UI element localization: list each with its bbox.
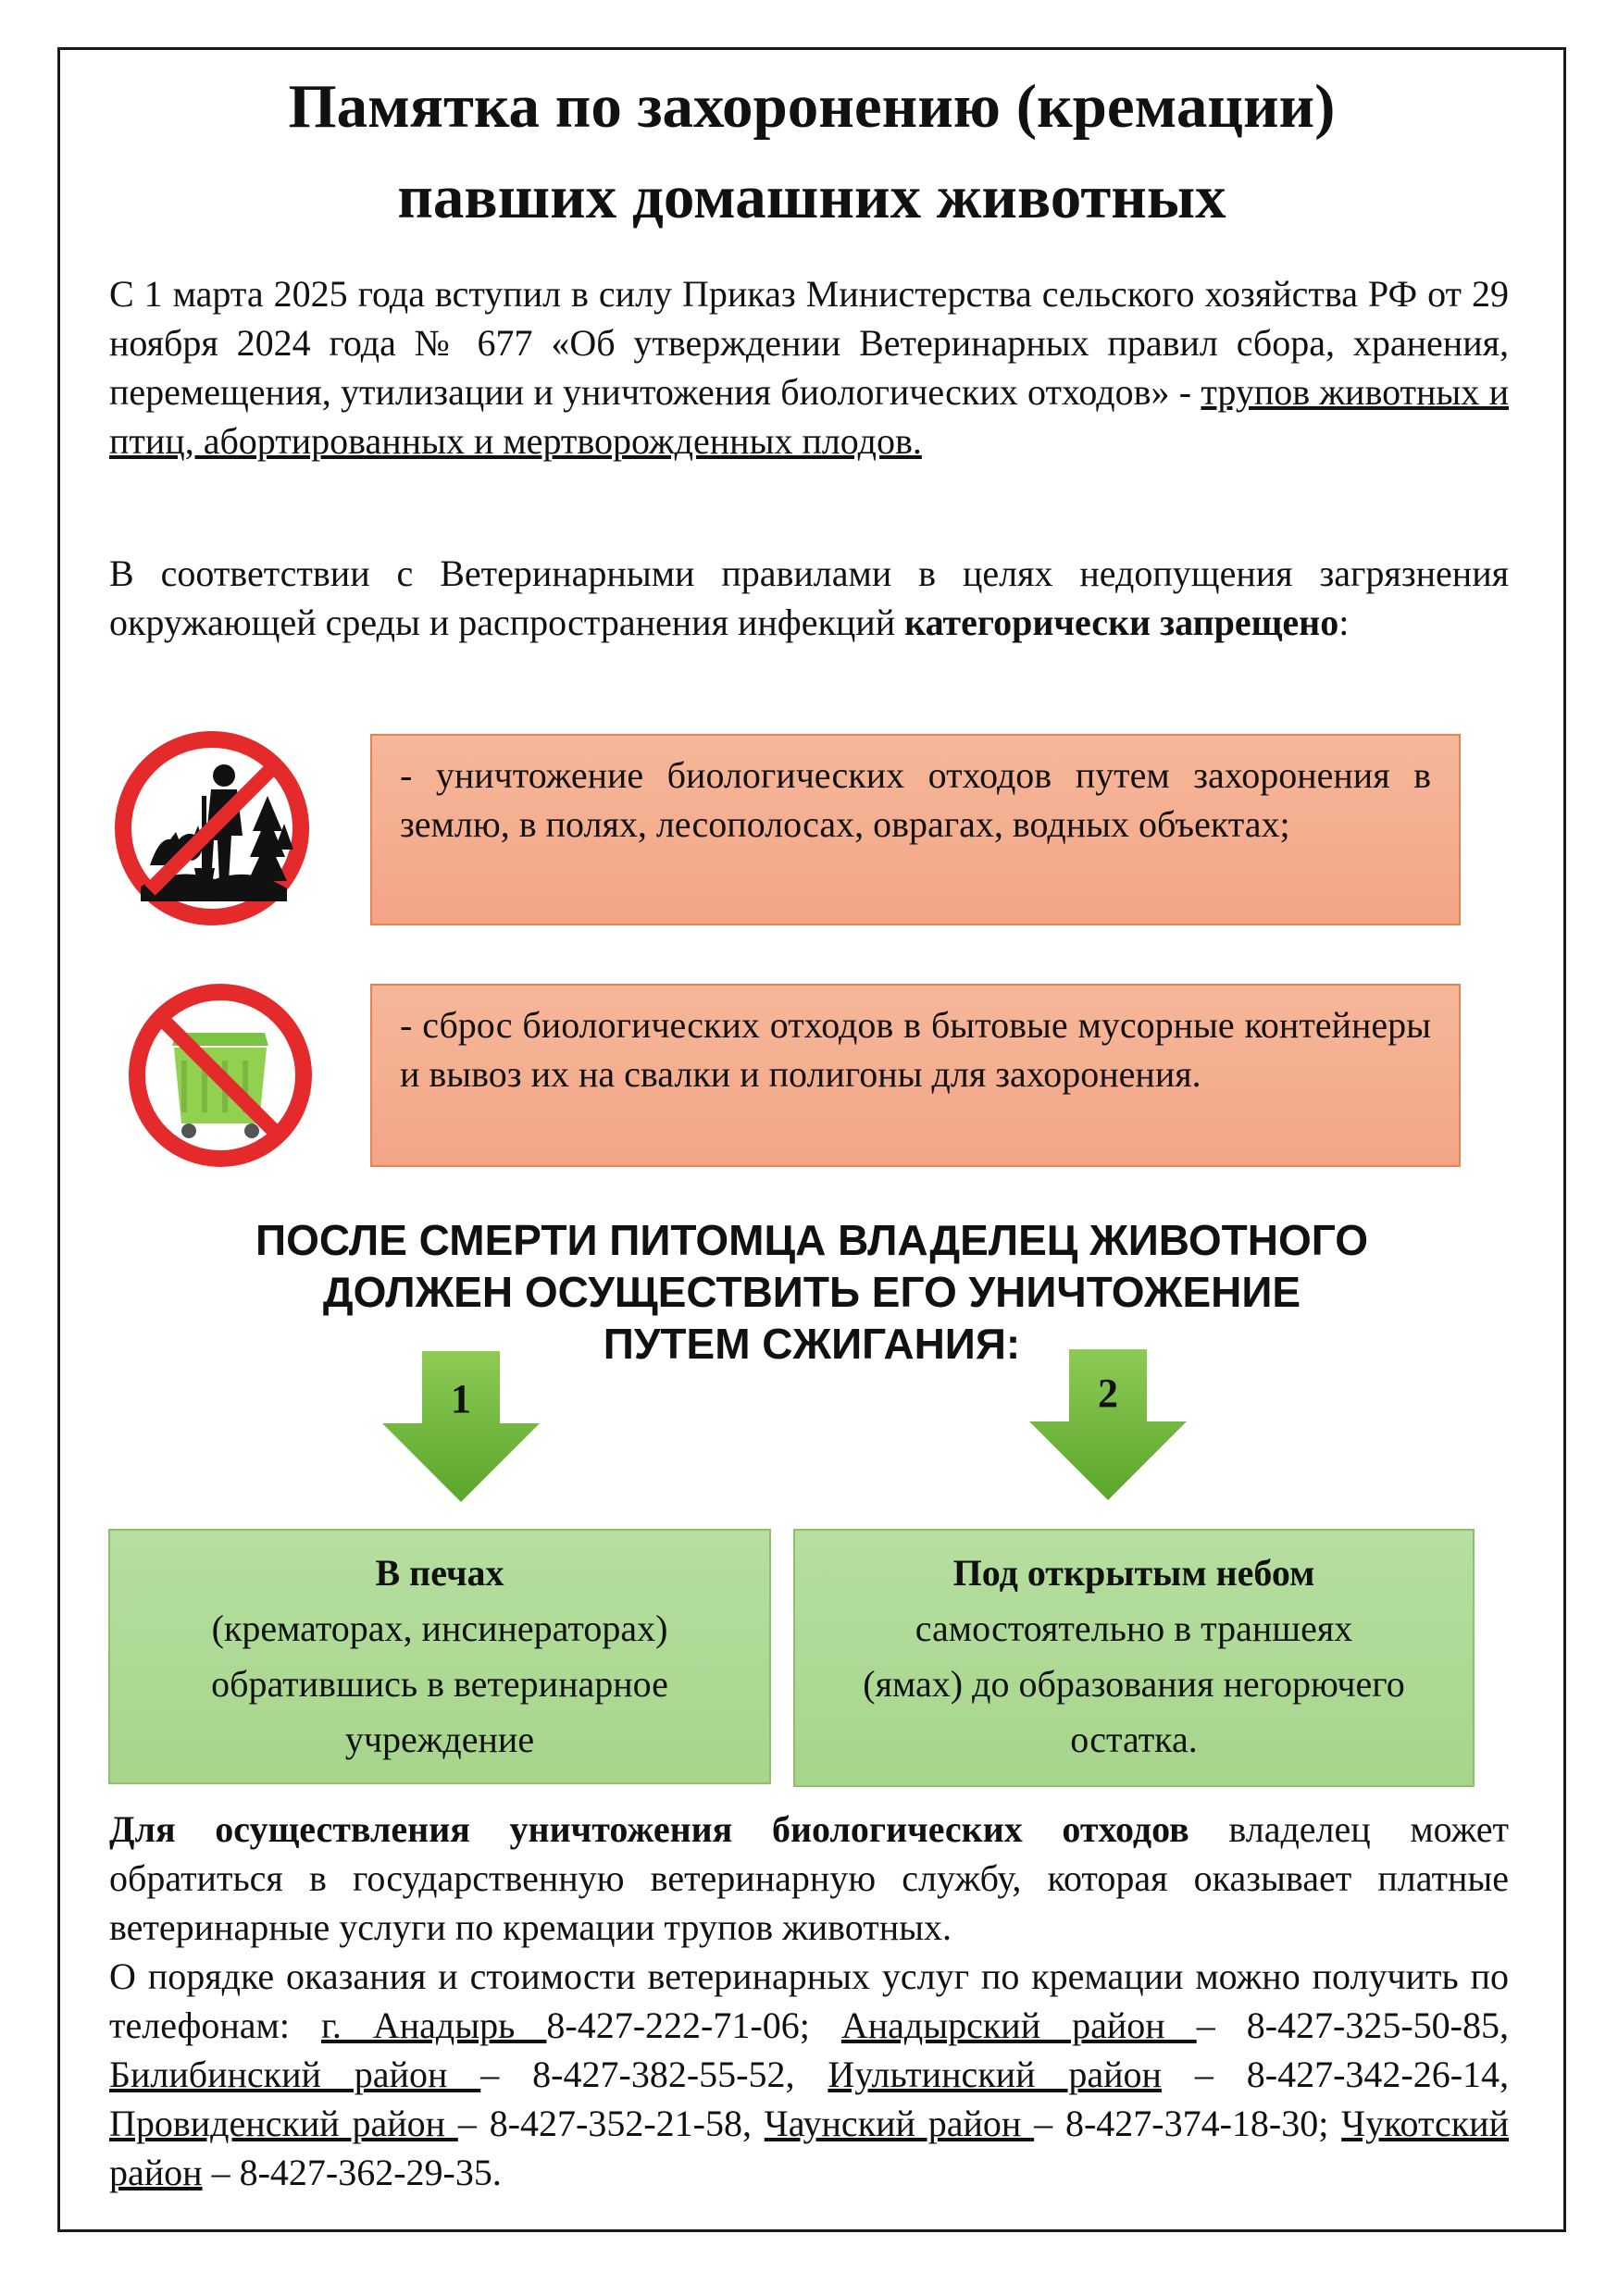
prohibition-text-1: - уничтожение биологических отходов путем захоронения в землю, в полях, лесополосах, оврагах, водных объектах; (400, 754, 1431, 845)
option-number-2: 2 (1098, 1371, 1118, 1416)
contact-sep-6: ; (1318, 2103, 1342, 2144)
intro-underlined: трупов животных и птиц, абортированных и мертворожденных плодов. (109, 371, 1509, 462)
option-box-open-air (793, 1529, 1475, 1787)
prohibition-box-2 (370, 984, 1461, 1167)
option-box-furnace (108, 1529, 771, 1784)
contact-place-6: Чаунский район (764, 2103, 1035, 2144)
option-title-1: В печах (375, 1552, 504, 1594)
option-1-line-1: (крематорах, инсинераторах) (211, 1607, 668, 1649)
option-2-line-3: остатка. (1070, 1719, 1198, 1760)
prohibition-box-1 (370, 734, 1461, 925)
after-death-line-1: ПОСЛЕ СМЕРТИ ПИТОМЦА ВЛАДЕЛЕЦ ЖИВОТНОГО (255, 1216, 1368, 1264)
after-death-line-2: ДОЛЖЕН ОСУЩЕСТВИТЬ ЕГО УНИЧТОЖЕНИЕ (322, 1268, 1301, 1316)
contact-place-3: Билибинский район (109, 2054, 481, 2095)
no-dumpster-icon (128, 983, 313, 1168)
option-2-line-1: самостоятельно в траншеях (915, 1607, 1353, 1649)
rules-suffix: : (1338, 602, 1350, 643)
contact-place-7: Чукотский район (109, 2103, 1509, 2193)
option-number-1: 1 (451, 1376, 471, 1421)
contact-place-5: Провиденский район (109, 2103, 458, 2144)
after-death-line-3: ПУТЕМ СЖИГАНИЯ: (603, 1320, 1021, 1368)
rules-text: В соответствии с Ветеринарными правилами в целях недопущения загрязнения окружающей среды и распространения инфекций (109, 552, 1509, 643)
rules-paragraph (109, 549, 1509, 647)
rules-bold: категорически запрещено (904, 602, 1339, 643)
prohibition-text-2: - сброс биологических отходов в бытовые мусорные контейнеры и вывоз их на свалки и полигоны для захоронения. (400, 1004, 1431, 1095)
title-line-1: Памятка по захоронению (кремации) (288, 72, 1336, 141)
footer-paragraph (109, 1805, 1509, 2197)
contact-phone-2: – 8-427-325-50-85 (1196, 2004, 1500, 2046)
footer-text-1: владелец может обратиться в государственную ветеринарную службу, которая оказывает платные ветеринарные услуги по кремации трупов животных. (109, 1808, 1509, 1948)
contact-sep-7: . (492, 2152, 502, 2193)
contact-place-4: Иультинский район (828, 2054, 1162, 2095)
footer-text-2: О порядке оказания и стоимости ветеринарных услуг по кремации можно получить по телефонам: (109, 1955, 1509, 2046)
contact-place-2: Анадырский район (840, 2004, 1197, 2046)
contact-sep-3: , (785, 2054, 828, 2095)
after-death-heading (57, 1214, 1566, 1370)
no-burial-icon (115, 731, 309, 925)
page-title (57, 61, 1566, 242)
contact-phone-5: – 8-427-352-21-58 (457, 2103, 742, 2144)
contact-phone-6: – 8-427-374-18-30 (1034, 2103, 1319, 2144)
contact-phone-3: – 8-427-382-55-52 (480, 2054, 786, 2095)
option-1-line-2: обратившись в ветеринарное (211, 1663, 668, 1705)
contact-phone-1: 8-427-222-71-06 (546, 2004, 800, 2046)
contact-sep-2: , (1500, 2004, 1509, 2046)
title-line-2: павших домашних животных (397, 163, 1226, 231)
option-2-line-2: (ямах) до образования негорючего (863, 1663, 1405, 1705)
contact-phone-7: – 8-427-362-29-35 (202, 2152, 492, 2193)
option-title-2: Под открытым небом (952, 1552, 1315, 1594)
contact-place-1: г. Анадырь (320, 2004, 547, 2046)
contact-sep-1: ; (799, 2004, 841, 2046)
contact-sep-5: , (741, 2103, 765, 2144)
contact-phone-4: – 8-427-342-26-14 (1161, 2054, 1500, 2095)
contact-sep-4: , (1500, 2054, 1510, 2095)
option-1-line-3: учреждение (344, 1719, 535, 1760)
intro-paragraph (109, 269, 1509, 465)
intro-text: С 1 марта 2025 года вступил в силу Приказ Министерства сельского хозяйства РФ от 29 ноября 2024 года № 677 «Об утверждении Ветеринарных правил сбора, хранения, перемещения, утилизации и уничтожения биологических отходов» - (109, 273, 1509, 413)
footer-bold: Для осуществления уничтожения биологических отходов (109, 1808, 1189, 1850)
